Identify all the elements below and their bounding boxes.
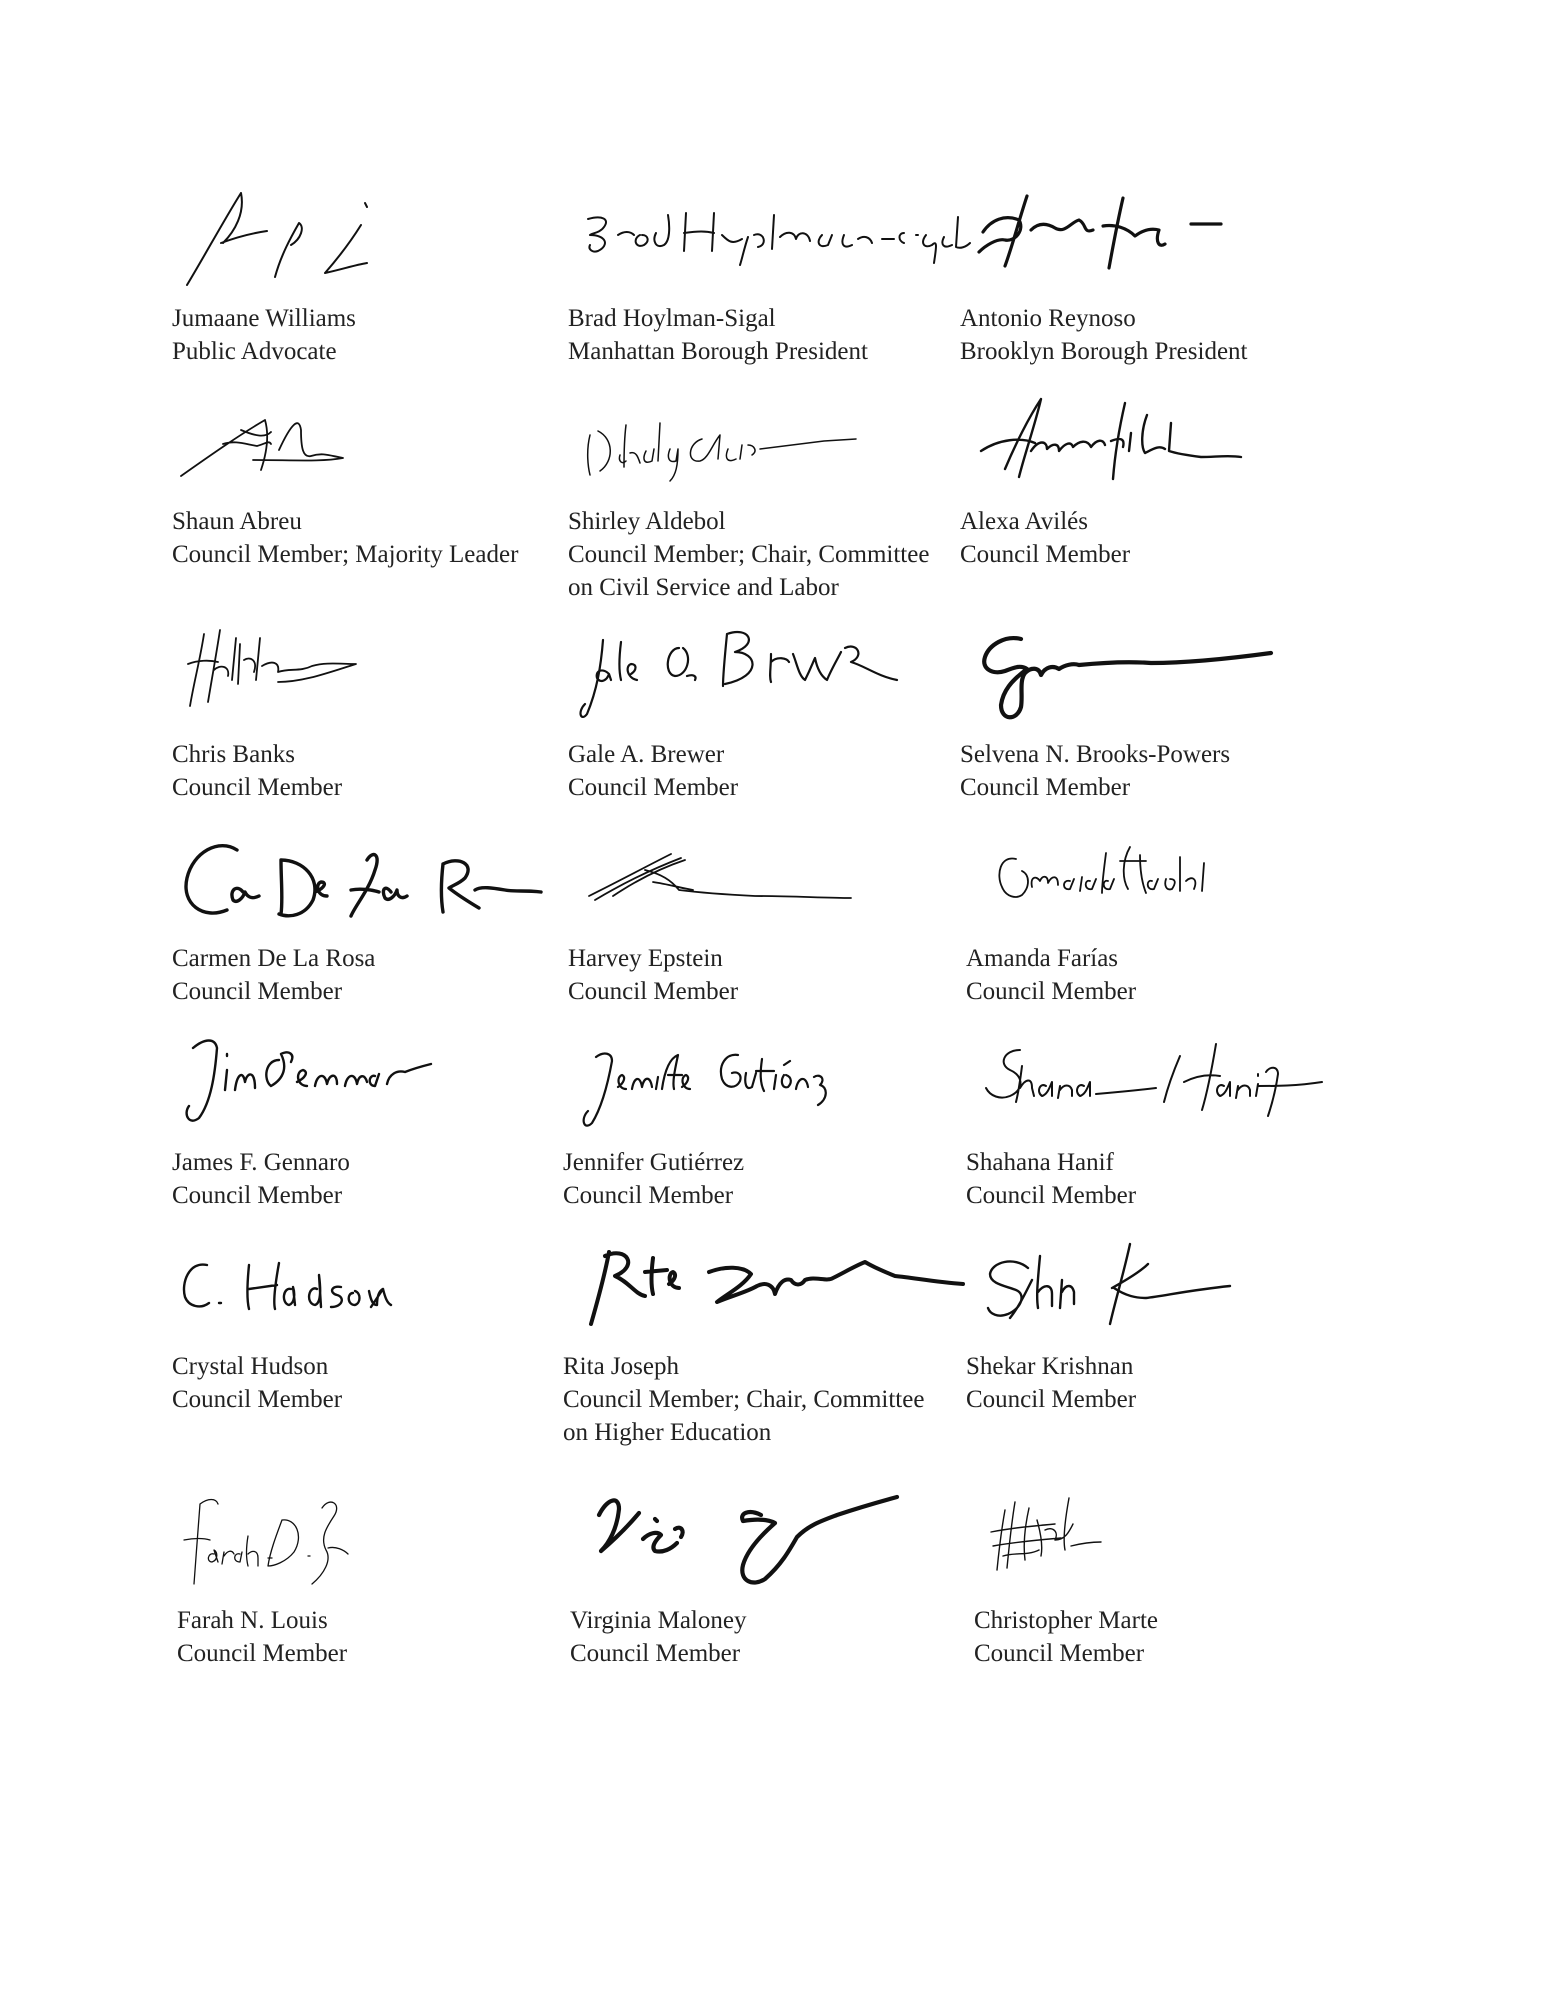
signatory-title: Manhattan Borough President [568,338,868,365]
signatory-title: Council Member [966,978,1137,1005]
signatory-title: Council Member [563,1182,734,1209]
signatory-title: Council Member [966,1182,1137,1209]
signature-image [175,390,345,485]
signature-image [980,1238,1240,1333]
signatory-name: Carmen De La Rosa [172,945,376,972]
signatory [960,505,1360,571]
signatory [172,505,572,571]
signatory-name: Farah N. Louis [177,1607,328,1634]
signatory-title: Public Advocate [172,338,337,365]
signature-image [180,620,360,710]
signatory [960,302,1360,368]
signature-image [578,1035,838,1135]
signature-image [985,1490,1105,1580]
signature-image [175,1245,415,1325]
signature-image [582,205,972,275]
signatory [172,302,572,368]
signatory-title: Council Member; Majority Leader [172,541,519,568]
signatory-name: Alexa Avilés [960,508,1088,535]
signatory-title: Council Member [172,774,343,801]
signatory-name: Christopher Marte [974,1607,1158,1634]
signature-image [178,1488,348,1588]
signatory-name: Shahana Hanif [966,1149,1114,1176]
signatory-name: Shirley Aldebol [568,508,726,535]
signatory-name: Amanda Farías [966,945,1119,972]
signatory [563,1146,963,1212]
signatory-title: Council Member [960,541,1131,568]
signatory-name: James F. Gennaro [172,1149,350,1176]
signatory-title: Council Member [172,978,343,1005]
signatory [568,942,968,1008]
signatory-title: Council Member [570,1640,741,1667]
signatory [568,738,968,804]
signature-image [990,835,1240,910]
signature-image [175,185,385,290]
signature-image [175,830,555,930]
signature-image [175,1030,435,1125]
signatory-name: Rita Joseph [563,1353,679,1380]
signature-image [975,395,1245,490]
signatory [570,1604,970,1670]
signature-image [975,625,1275,725]
signatory-title: Council Member [960,774,1131,801]
signatory-name: Selvena N. Brooks-Powers [960,741,1231,768]
signatory-title: Council Member [172,1386,343,1413]
signatory-title: Council Member [177,1640,348,1667]
signatory [172,1146,572,1212]
signatory-name: Crystal Hudson [172,1353,329,1380]
signatory [966,942,1366,1008]
signatory-title: Council Member [568,978,739,1005]
signature-image [585,840,865,910]
signature-image [575,1238,975,1333]
signatory-name: Jennifer Gutiérrez [563,1149,745,1176]
signatory-name: Harvey Epstein [568,945,723,972]
signatory-name: Jumaane Williams [172,305,356,332]
signature-image [980,1030,1340,1120]
signatory-name: Chris Banks [172,741,295,768]
signatory [563,1350,963,1449]
signatory-title: Brooklyn Borough President [960,338,1248,365]
signatory [568,302,968,368]
signature-image [575,618,915,728]
signatory-title: Council Member; Chair, Committee on Higher Education [563,1386,925,1446]
signatory-title: Council Member; Chair, Committee on Civil Service and Labor [568,541,930,601]
signatory-title: Council Member [974,1640,1145,1667]
signatory [974,1604,1374,1670]
signatory-title: Council Member [568,774,739,801]
signatory [177,1604,577,1670]
signatory [172,738,572,804]
signatory [960,738,1360,804]
signatory-name: Virginia Maloney [570,1607,747,1634]
signatory-name: Shekar Krishnan [966,1353,1134,1380]
signatory [172,1350,572,1416]
signature-image [585,1485,945,1590]
signatory-title: Council Member [966,1386,1137,1413]
signatory-name: Shaun Abreu [172,508,302,535]
signatory [966,1146,1366,1212]
signatory-name: Brad Hoylman-Sigal [568,305,776,332]
signatory [568,505,968,604]
signature-image [975,190,1235,270]
signatory-name: Gale A. Brewer [568,741,725,768]
signatory-title: Council Member [172,1182,343,1209]
signatory [966,1350,1366,1416]
signatory [172,942,572,1008]
signatory-name: Antonio Reynoso [960,305,1136,332]
signature-image [580,405,860,485]
